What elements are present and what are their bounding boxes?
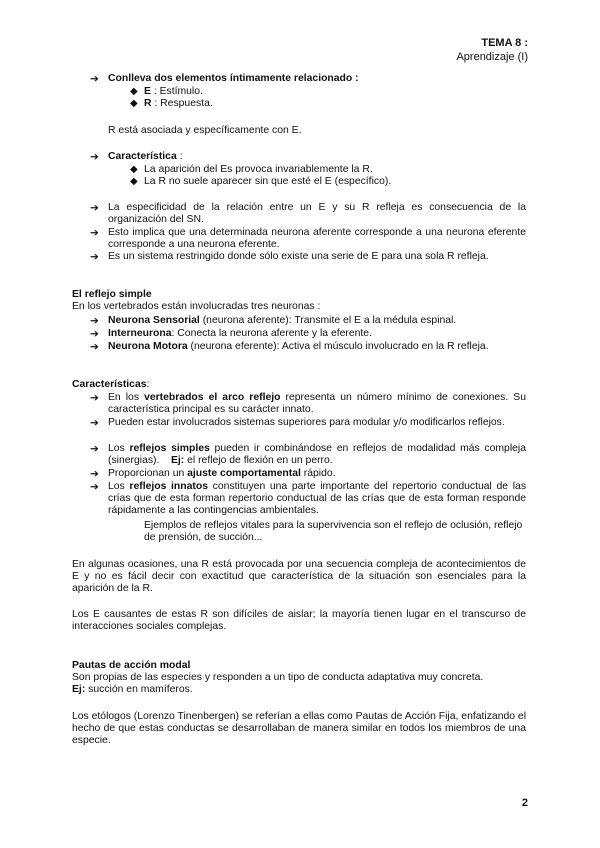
block2-item: La aparición del Es provoca invariablemente la R. [144,164,373,175]
block1-heading: Conlleva dos elementos íntimamente relacionado : [108,73,359,84]
arrow-bullet-icon: ➔ [90,328,99,340]
caracteristica-item: Los reflejos innatos constituyen una parte importante del repertorio conductual de las crías que de esta forman repertorio conductual de las crías que de esta forman responde rápidamente a las contingencias ambientales. [108,481,527,516]
block1-item-r: R : Respuesta. [144,98,213,109]
arrow-bullet-icon: ➔ [90,202,99,214]
arrow-bullet-icon: ➔ [90,341,99,353]
block3-item: Esto implica que una determinada neurona aferente corresponde a una neurona eferente corresponde a una neurona eferente. [108,227,526,250]
block2-heading: Característica : [108,151,183,162]
block1-item-e: E : Estímulo. [144,86,203,97]
block2-item: La R no suele aparecer sin que esté el E (específico). [144,176,392,187]
reflejo-item: Neurona Motora (neurona eferente): Activa el músculo involucrado en la R refleja. [108,341,489,352]
caracteristica-item: Proporcionan un ajuste comportamental rápido. [108,468,336,479]
caracteristica-item: Pueden estar involucrados sistemas superiores para modular y/o modificarlos reflejos. [108,417,505,428]
caracteristica-item: En los vertebrados el arco reflejo representa un número mínimo de conexiones. Su característica principal es su carácter innato. [108,392,526,415]
ejemplos-reflejos: Ejemplos de reflejos vitales para la supervivencia son el reflejo de oclusión, reflejo de prensión, de succión... [144,520,523,543]
block3-item: Es un sistema restringido donde sólo existe una serie de E para una sola R refleja. [108,251,489,262]
paragraph-secuencia: En algunas ocasiones, una R está provocada por una secuencia compleja de acontecimientos de E y no es fácil decir con exactitud que característica de la situación son esenciales para la aparición de la R. [72,559,526,594]
reflejo-intro: En los vertebrados están involucradas tres neuronas : [72,301,321,312]
diamond-bullet-icon: ◆ [130,86,138,97]
section-title-pautas: Pautas de acción modal [72,660,191,671]
section-title-reflejo: El reflejo simple [72,289,152,300]
arrow-bullet-icon: ➔ [90,227,99,239]
arrow-bullet-icon: ➔ [90,468,99,480]
block3-item: La especificidad de la relación entre un E y su R refleja es consecuencia de la organización del SN. [108,202,526,225]
arrow-bullet-icon: ➔ [90,392,99,404]
document-subtitle: Aprendizaje (I) [456,51,528,63]
diamond-bullet-icon: ◆ [130,164,138,175]
arrow-bullet-icon: ➔ [90,417,99,429]
reflejo-item: Neurona Sensorial (neurona aferente): Transmite el E a la médula espinal. [108,315,457,326]
arrow-bullet-icon: ➔ [90,481,99,493]
arrow-bullet-icon: ➔ [90,73,99,85]
paragraph-aislar: Los E causantes de estas R son difíciles de aislar; la mayoría tienen lugar en el transcurso de interacciones sociales complejas. [72,609,526,632]
document-title: TEMA 8 : [481,37,528,49]
block1-note: R está asociada y específicamente con E. [108,125,302,136]
arrow-bullet-icon: ➔ [90,151,99,163]
section-title-caracteristicas: Características: [72,379,150,390]
reflejo-item: Interneurona: Conecta la neurona aferente y la eferente. [108,328,372,339]
diamond-bullet-icon: ◆ [130,176,138,187]
arrow-bullet-icon: ➔ [90,315,99,327]
pautas-line1: Son propias de las especies y responden a un tipo de conducta adaptativa muy concreta. [72,672,484,683]
page-number: 2 [521,797,528,809]
diamond-bullet-icon: ◆ [130,98,138,109]
caracteristica-item: Los reflejos simples pueden ir combinándose en reflejos de modalidad más compleja (sinergias). Ej: el reflejo de flexión en un perro. [108,443,527,466]
arrow-bullet-icon: ➔ [90,251,99,263]
pautas-example: Ej: succión en mamíferos. [72,684,193,695]
pautas-paragraph: Los etólogos (Lorenzo Tinenbergen) se referían a ellas como Pautas de Acción Fija, enfatizando el hecho de que estas conductas se desarrollaban de manera similar en todos los miembros de una especie. [72,711,527,746]
arrow-bullet-icon: ➔ [90,443,99,455]
